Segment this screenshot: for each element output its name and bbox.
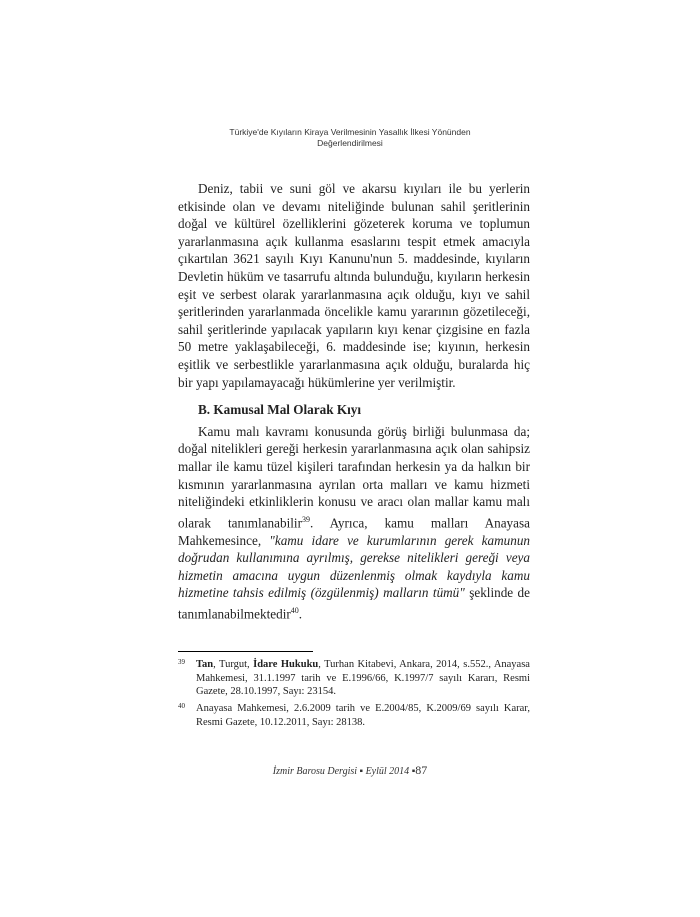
text: şeklinde de tanımlanabilmektedir	[178, 585, 530, 622]
footnote-ref-40[interactable]: 40	[290, 606, 299, 616]
footnote-ref-39[interactable]: 39	[301, 514, 310, 524]
footnote-divider	[178, 651, 313, 652]
footnote-number: 39	[178, 658, 185, 666]
separator: ▪	[359, 766, 364, 777]
separator: ▪	[411, 766, 416, 777]
author: Tan	[196, 659, 214, 670]
page-footer	[150, 763, 550, 778]
paragraph-1: Deniz, tabii ve suni göl ve akarsu kıyıları ile bu yerlerin etkisinde olan ve devamı niteliğinde bulunan sahil şeritlerinin doğal ve kültürel özelliklerini gözeterek koruma ve toplumun yararlanmasına açık kullanma esaslarını tespit etmek amacıyla çıkartılan 3621 sayılı Kıyı Kanunu'nun 5. maddesinde, kıyıların Devletin hüküm ve tasarrufu altında bulunduğu, kıyıların herkesin eşit ve serbest olarak yararlanmasına açık olduğu, kıyı ve sahil şeritlerinden yararlanmada öncelikle kamu yararının gözetileceği, sahil şeritlerinde yapılacak yapıların kıyı kenar çizgisine en fazla 50 metre yaklaşabileceği, 6. maddesinde ise; kıyının, herkesin eşitlik ve serbestlikle yararlanmasına açık olduğu, buralarda hiç bir yapı yapılamayacağı hükümlerine yer verilmiştir.	[178, 181, 530, 390]
section-heading: B. Kamusal Mal Olarak Kıyı	[198, 402, 362, 418]
text: , Turhan Kitabevi, Ankara, 2014, s.552., Anayasa Mahkemesi, 31.1.1997 tarih ve E.1996/66, K.1997/7 sayılı Kararı, Resmi Gazete, 28.10.1997, Sayı: 23154.	[196, 659, 530, 697]
body-text	[178, 180, 530, 623]
journal-name: İzmir Barosu Dergisi	[272, 766, 358, 777]
footnote-39	[178, 658, 530, 699]
text: Anayasa Mahkemesi, 2.6.2009 tarih ve E.2004/85, K.2009/69 sayılı Karar, Resmi Gazete, 10.12.2011, Sayı: 28138.	[196, 703, 530, 728]
issue-date: Eylül 2014	[365, 766, 410, 777]
header-line-2: Değerlendirilmesi	[317, 138, 383, 148]
book-title: İdare Hukuku	[253, 659, 319, 670]
text: , Turgut,	[213, 659, 254, 670]
text: Kamu malı kavramı konusunda görüş birliği bulunmasa da; doğal nitelikleri gereği herkesin yararlanmasına açık olan sahipsiz mallar ile kamu tüzel kişileri tarafından herkesin ya da halkın bir kısmının yararlanmasına ayrılan orta malları ve kamu hizmeti niteliğindeki etkinliklerin konusu ve aracı olan mallar kamu malı olarak tanımlanabilir	[178, 423, 530, 531]
quote: "kamu idare ve kurumlarının gerek kamunun doğrudan kullanımına ayrılmış, gerekse nitelikleri gereği veya hizmetin amacına uygun düzenlenmiş olmak kaydıyla kamu hizmetine tahsis edilmiş (özgülenmiş) malların tümü"	[178, 532, 531, 601]
footnote-40	[178, 702, 530, 729]
footnote-number: 40	[178, 702, 185, 710]
header-line-1: Türkiye'de Kıyıların Kiraya Verilmesinin Yasallık İlkesi Yönünden	[229, 127, 471, 137]
running-header	[150, 127, 550, 149]
text: .	[298, 606, 303, 622]
text: . Ayrıca, kamu malları Anayasa Mahkemesince,	[178, 515, 530, 548]
paragraph-2	[178, 423, 530, 623]
page-number: 87	[415, 763, 428, 777]
